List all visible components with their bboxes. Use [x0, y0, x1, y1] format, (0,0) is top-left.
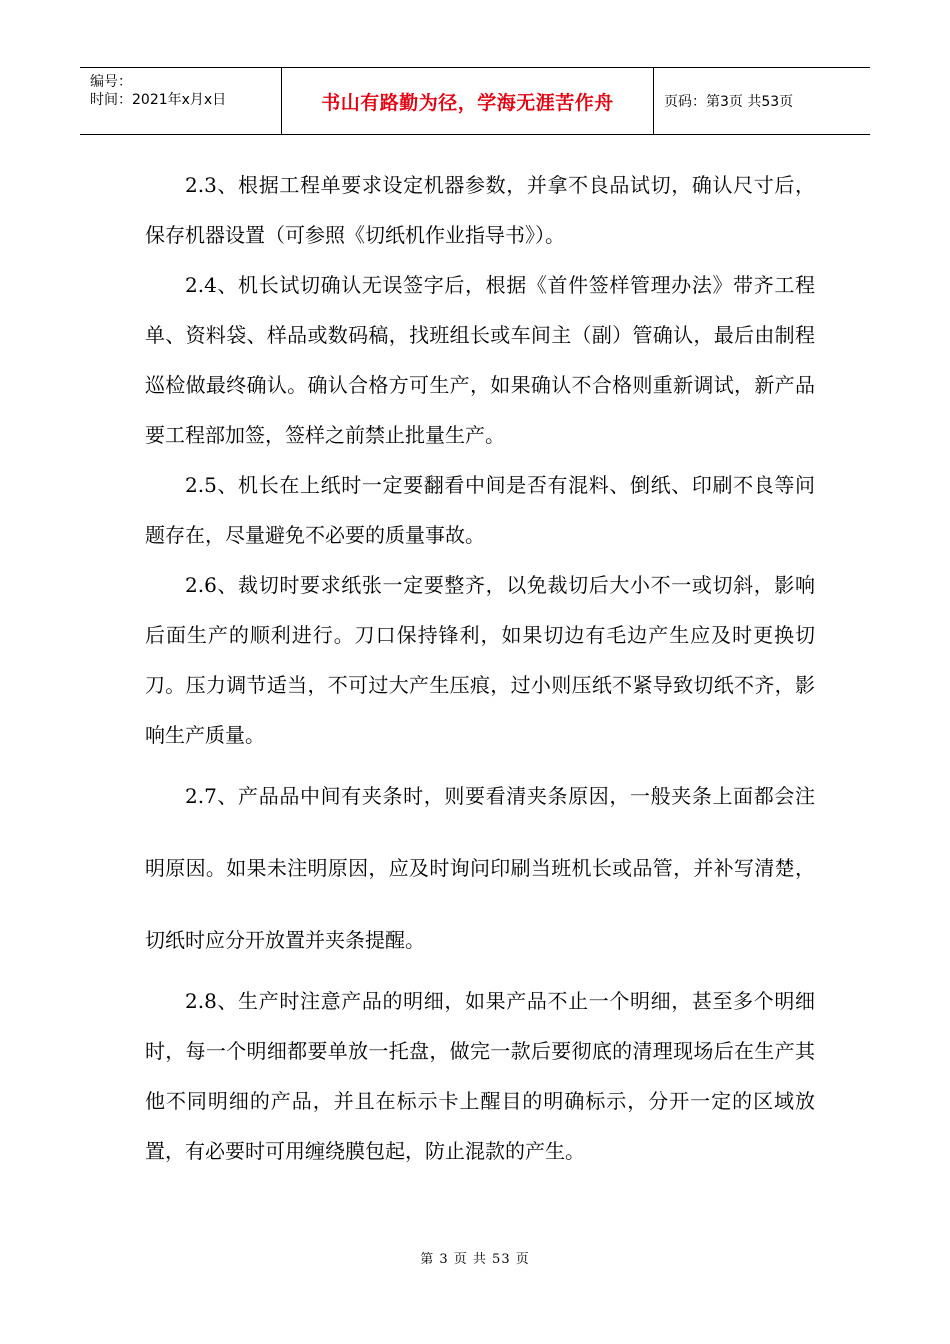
header-page-cell: [654, 68, 870, 134]
document-date-label: 时间：2021年x月x日: [90, 92, 227, 108]
paragraph-2-4: 2.4、机长试切确认无误签字后，根据《首件签样管理办法》带齐工程单、资料袋、样品或数码稿，找班组长或车间主（副）管确认，最后由制程巡检做最终确认。确认合格方可生产，如果确认不合格则重新调试，新产品要工程部加签，签样之前禁止批量生产。: [145, 273, 815, 447]
document-header: [80, 67, 870, 135]
paragraph-2-3: 2.3、根据工程单要求设定机器参数，并拿不良品试切，确认尺寸后，保存机器设置（可参照《切纸机作业指导书》）。: [145, 173, 815, 247]
paragraph-2-5: 2.5、机长在上纸时一定要翻看中间是否有混料、倒纸、印刷不良等问题存在，尽量避免不必要的质量事故。: [145, 473, 815, 547]
header-motto-cell: [282, 68, 654, 134]
paragraph-2-6: 2.6、裁切时要求纸张一定要整齐，以免裁切后大小不一或切斜，影响后面生产的顺利进行。刀口保持锋利，如果切边有毛边产生应及时更换切刀。压力调节适当，不可过大产生压痕，过小则压纸不紧导致切纸不齐，影响生产质量。: [145, 573, 815, 747]
header-motto: 书山有路勤为径，学海无涯苦作舟: [321, 91, 614, 114]
page-footer: [0, 1248, 950, 1267]
document-body: [145, 160, 815, 1176]
footer-page-number: 第 3 页 共 53 页: [420, 1252, 530, 1267]
document-number-label: 编号：: [90, 74, 132, 90]
paragraph-2-7: 2.7、产品品中间有夹条时，则要看清夹条原因，一般夹条上面都会注明原因。如果未注明原因，应及时询问印刷当班机长或品管，并补写清楚，切纸时应分开放置并夹条提醒。: [145, 784, 815, 952]
header-page-number: 页码：第3页 共53页: [664, 94, 794, 110]
header-meta-cell: [80, 68, 282, 134]
paragraph-2-8: 2.8、生产时注意产品的明细，如果产品不止一个明细，甚至多个明细时，每一个明细都要单放一托盘，做完一款后要彻底的清理现场后在生产其他不同明细的产品，并且在标示卡上醒目的明确标示，分开一定的区域放置，有必要时可用缠绕膜包起，防止混款的产生。: [145, 989, 815, 1163]
